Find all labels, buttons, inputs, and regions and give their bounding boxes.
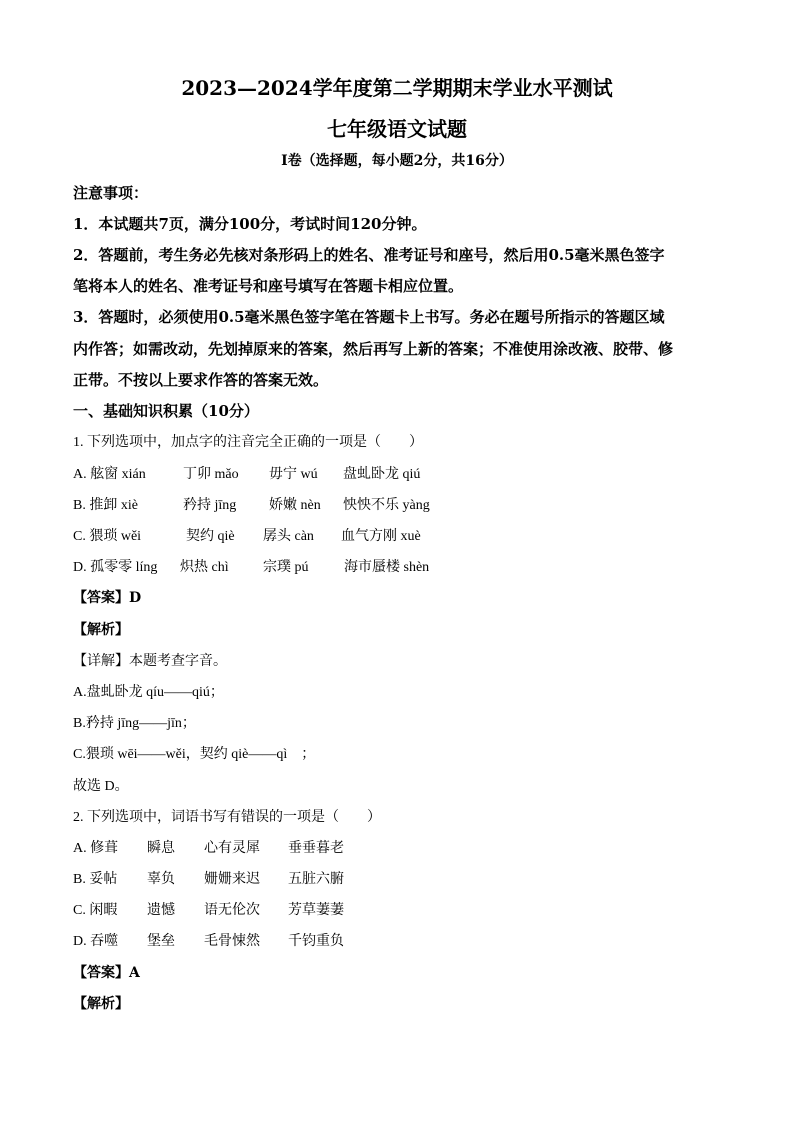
notice-line: 笔将本人的姓名、准考证号和座号填写在答题卡相应位置。: [73, 277, 464, 295]
option-item: 娇嫩 nèn: [269, 498, 321, 513]
option-item: 毛骨悚然: [204, 934, 260, 949]
answer-label: 【答案】A: [73, 965, 140, 981]
option-item: 心有灵犀: [204, 841, 260, 856]
option-item: 血气方刚 xuè: [341, 529, 421, 544]
option-item: A. 舷窗 xián: [73, 467, 146, 482]
option-item: 瞬息: [147, 841, 175, 856]
option-item: A. 修葺: [73, 841, 119, 856]
option-item: 矜持 jīng: [183, 498, 237, 513]
option-item: 盘虬卧龙 qiú: [343, 467, 421, 482]
option-item: 语无伦次: [204, 903, 260, 918]
option-item: 契约 qiè: [186, 529, 235, 544]
explanation-line: B.矜持 jīng——jīn；: [73, 716, 196, 731]
exam-title: 2023—2024学年度第二学期期末学业水平测试: [181, 76, 613, 100]
option-item: 炽热 chì: [180, 560, 229, 575]
option-item: D. 孤零零 líng: [73, 560, 158, 575]
option-item: B. 推卸 xiè: [73, 498, 138, 513]
notice-line: 正带。不按以上要求作答的答案无效。: [73, 371, 329, 389]
answer-label: 【答案】D: [73, 590, 142, 606]
option-item: 芳草萋萋: [288, 903, 344, 918]
notice-line: 3．答题时，必须使用0.5毫米黑色签字笔在答题卡上书写。务必在题号所指示的答题区域: [73, 308, 665, 326]
section-note: Ⅰ卷（选择题，每小题2分，共16分）: [281, 153, 513, 169]
explanation-line: 故选 D。: [73, 779, 129, 794]
exam-subtitle: 七年级语文试题: [327, 117, 467, 141]
option-item: 海市蜃楼 shèn: [344, 560, 430, 575]
option-item: C. 闲暇: [73, 903, 118, 918]
option-item: 辜负: [147, 872, 175, 887]
notice-line: 2．答题前，考生务必先核对条形码上的姓名、准考证号和座号，然后用0.5毫米黑色签字: [73, 246, 665, 264]
option-item: B. 妥帖: [73, 872, 118, 887]
option-item: 宗璞 pú: [263, 560, 309, 575]
option-item: 垂垂暮老: [288, 841, 344, 856]
option-item: 丁卯 mǎo: [183, 467, 239, 482]
question-2-stem: 2. 下列选项中，词语书写有错误的一项是（ ）: [73, 810, 381, 825]
option-item: 五脏六腑: [288, 872, 344, 887]
explanation-line: A.盘虬卧龙 qíu——qiú；: [73, 685, 224, 700]
option-item: 毋宁 wú: [269, 467, 318, 482]
notice-line: 1．本试题共7页，满分100分，考试时间120分钟。: [73, 215, 427, 233]
option-item: 怏怏不乐 yàng: [343, 498, 430, 513]
option-item: 堡垒: [147, 934, 175, 949]
option-item: 遗憾: [147, 903, 175, 918]
part-heading: 一、基础知识积累（10分）: [73, 402, 259, 420]
explanation-line: C.猥琐 wēi——wěi，契约 qiè——qì ；: [73, 747, 316, 762]
analysis-label: 【解析】: [73, 622, 129, 638]
question-1-stem: 1. 下列选项中，加点字的注音完全正确的一项是（ ）: [73, 435, 423, 450]
option-item: 孱头 càn: [263, 529, 314, 544]
explanation-line: 【详解】本题考查字音。: [73, 654, 227, 669]
analysis-label: 【解析】: [73, 996, 129, 1012]
notice-line: 内作答；如需改动，先划掉原来的答案，然后再写上新的答案；不准使用涂改液、胶带、修: [73, 340, 674, 358]
option-item: 姗姗来迟: [204, 872, 260, 887]
option-item: C. 猥琐 wěi: [73, 529, 142, 544]
notice-heading: 注意事项：: [73, 184, 149, 202]
option-item: 千钧重负: [288, 934, 344, 949]
option-item: D. 吞噬: [73, 934, 119, 949]
